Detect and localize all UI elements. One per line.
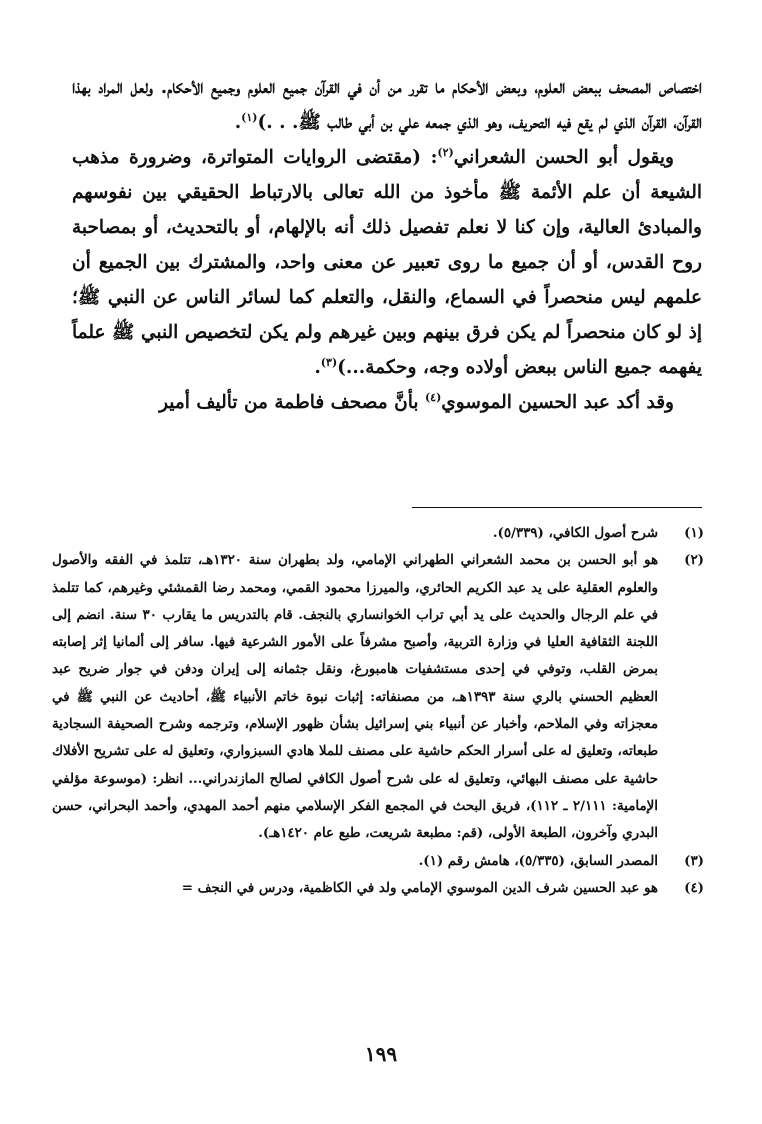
- page-number: ١٩٩: [364, 1042, 398, 1066]
- footnote-number: (٤): [684, 879, 704, 896]
- paragraph-3-text: بأنَّ مصحف فاطمة من تأليف أمير: [159, 392, 425, 413]
- footnote-1: [52, 520, 704, 547]
- footnote-ref-1: (١): [241, 110, 258, 124]
- footnote-text: هو عبد الحسين شرف الدين الموسوي الإمامي ولد في الكاظمية، ودرس في النجف =: [181, 879, 658, 896]
- footnote-ref-4: (٤): [424, 390, 442, 404]
- footnote-number: (٣): [684, 852, 704, 869]
- paragraph-2-start: ويقول أبو الحسن الشعراني: [453, 147, 674, 168]
- footnote-text: هو أبو الحسن بن محمد الشعراني الطهراني الإمامي، ولد بطهران سنة ١٣٢٠هـ، تتلمذ في الفقه والأصول والعلوم العقلية على يد عبد الكريم الحائري، والميرزا محمود القمي، ومحمد رضا القمشئي وغيرهم، كما تتلمذ في علم الرجال والحديث على يد أبي تراب الخوانساري بالنجف. قام بالتدريس ما يقارب ٣٠ سنة. انضم إلى اللجنة الثقافية العليا في وزارة التربية، وأصبح مشرفاً على الأمور الشرعية فيها. سافر إلى ألمانيا إثر إصابته بمرض القلب، وتوفي في إحدى مستشفيات هامبورغ، ونقل جثمانه إلى إيران ودفن في جوار ضريح عبد العظيم الحسني بالري سنة ١٣٩٣هـ، من مصنفاته: إثبات نبوة خاتم الأنبياء ﷺ، أحاديث عن النبي ﷺ في معجزاته وفي الملاحم، وأخبار عن أنبياء بني إسرائيل بشأن ظهور الإسلام، وترجمه وشرح الصحيفة السجادية طبعاته، وتعليق له على أسرار الحكم حاشية على مصنف للملا هادي السبزواري، وتعليق له على تشريح الأفلاك حاشية على مصنف البهائي، وتعليق له على شرح أصول الكافي لصالح المازندراني... انظر: (موسوعة مؤلفي الإمامية: ٢/١١١ ـ ١١٢)، فريق البحث في المجمع الفكر الإسلامي منهم أحمد المهدي، وأحمد البحراني، حسن البدري وآخرون، الطبعة الأولى، (قم: مطبعة شريعت، طبع عام ١٤٢٠هـ).: [52, 552, 659, 842]
- footnote-number: (١): [684, 525, 704, 541]
- footnote-divider: [412, 507, 702, 508]
- footnote-ref-3: (٣): [320, 355, 338, 369]
- paragraph-1: [72, 70, 702, 140]
- paragraph-2-text: : (مقتضى الروايات المتواترة، وضرورة مذهب الشيعة أن علم الأئمة ﷺ مأخوذ من الله تعالى بالارتباط الحقيقي بين نفوسهم والمبادئ العالية، وإن كنا لا نعلم تفصيل ذلك أنه بالإلهام، أو بالتحديث، أو بمصاحبة روح القدس، أو أن جميع ما روى تعبير عن معنى واحد، والمشترك بين الجميع أن علمهم ليس منحصراً في السماع، والنقل، والتعلم كما لسائر الناس عن النبي ﷺ؛ إذ لو كان منحصراً لم يكن فرق بينهم وبين غيرهم ولم يكن لتخصيص النبي ﷺ علماً يفهمه جميع الناس ببعض أولاده وجه، وحكمة...): [72, 147, 702, 378]
- footnote-4: [52, 875, 704, 902]
- paragraph-2: [72, 140, 702, 385]
- footnotes: [52, 520, 704, 902]
- main-text: [72, 70, 702, 420]
- paragraph-1-text: اختصاص المصحف ببعض العلوم، وبعض الأحكام ما تقرر من أن في القرآن جميع العلوم وجميع الأحكام. ولعل المراد بهذا القرآن، القرآن الذي لم يقع فيه التحريف، وهو الذي جمعه علي بن أبي طالب ﷺ. . .): [72, 77, 702, 133]
- footnote-2: [52, 547, 704, 847]
- footnote-ref-2: (٢): [437, 145, 454, 159]
- footnote-number: (٢): [684, 552, 704, 569]
- footnote-3: [52, 848, 704, 875]
- paragraph-3-start: وقد أكد عبد الحسين الموسوي: [441, 392, 674, 413]
- paragraph-1-end: .: [234, 112, 242, 133]
- paragraph-2-end: .: [314, 357, 321, 378]
- footnote-text: المصدر السابق، (٥/٣٣٥)، هامش رقم (١).: [418, 852, 658, 869]
- footnote-text: شرح أصول الكافي، (٥/٣٣٩).: [492, 525, 658, 541]
- paragraph-3: [72, 385, 702, 420]
